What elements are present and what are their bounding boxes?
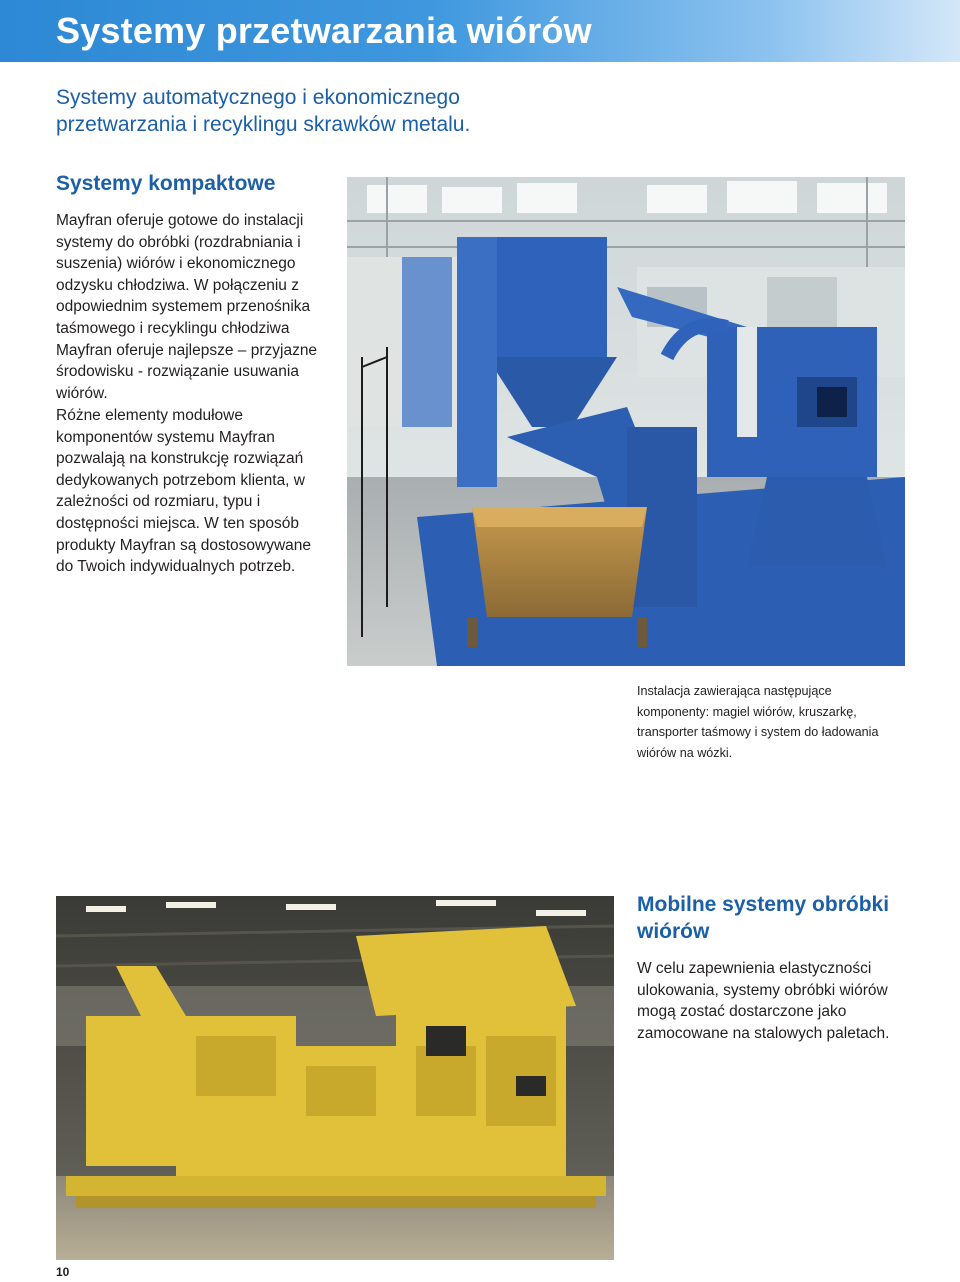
compact-system-photo-caption: Instalacja zawierająca następujące komponenty: magiel wiórów, kruszarkę, transporter taśmowy i system do ładowania wiórów na wózki. — [637, 684, 879, 760]
page-subtitle: Systemy automatycznego i ekonomicznego przetwarzania i recyklingu skrawków metalu. — [56, 86, 471, 136]
page-title: Systemy przetwarzania wiórów — [56, 10, 592, 51]
compact-systems-heading: Systemy kompaktowe — [56, 172, 276, 195]
page-number: 10 — [56, 1265, 70, 1279]
mobile-systems-heading: Mobilne systemy obróbki wiórów — [637, 893, 890, 943]
compact-systems-paragraph-2: Różne elementy modułowe komponentów systemu Mayfran pozwalają na konstrukcję rozwiązań dedykowanych potrzebom klienta, w zależności od rozmiaru, typu i dostępności miejsca. W ten sposób produkty Mayfran są dostosowywane do Twoich indywidualnych potrzeb. — [56, 407, 312, 576]
compact-systems-paragraph-1: Mayfran oferuje gotowe do instalacji systemy do obróbki (rozdrabniania i suszenia) wiórów i ekonomicznego odzysku chłodziwa. W połączeniu z odpowiednim systemem przenośnika taśmowego i recyklingu chłodziwa Mayfran oferuje najlepsze – przyjazne środowisku - rozwiązanie usuwania wiórów. — [56, 212, 318, 402]
mobile-system-photo — [56, 896, 614, 1260]
compact-system-photo — [347, 177, 905, 666]
mobile-systems-paragraph: W celu zapewnienia elastyczności ulokowania, systemy obróbki wiórów mogą zostać dostarczone jako zamocowane na stalowych paletach. — [637, 960, 890, 1042]
